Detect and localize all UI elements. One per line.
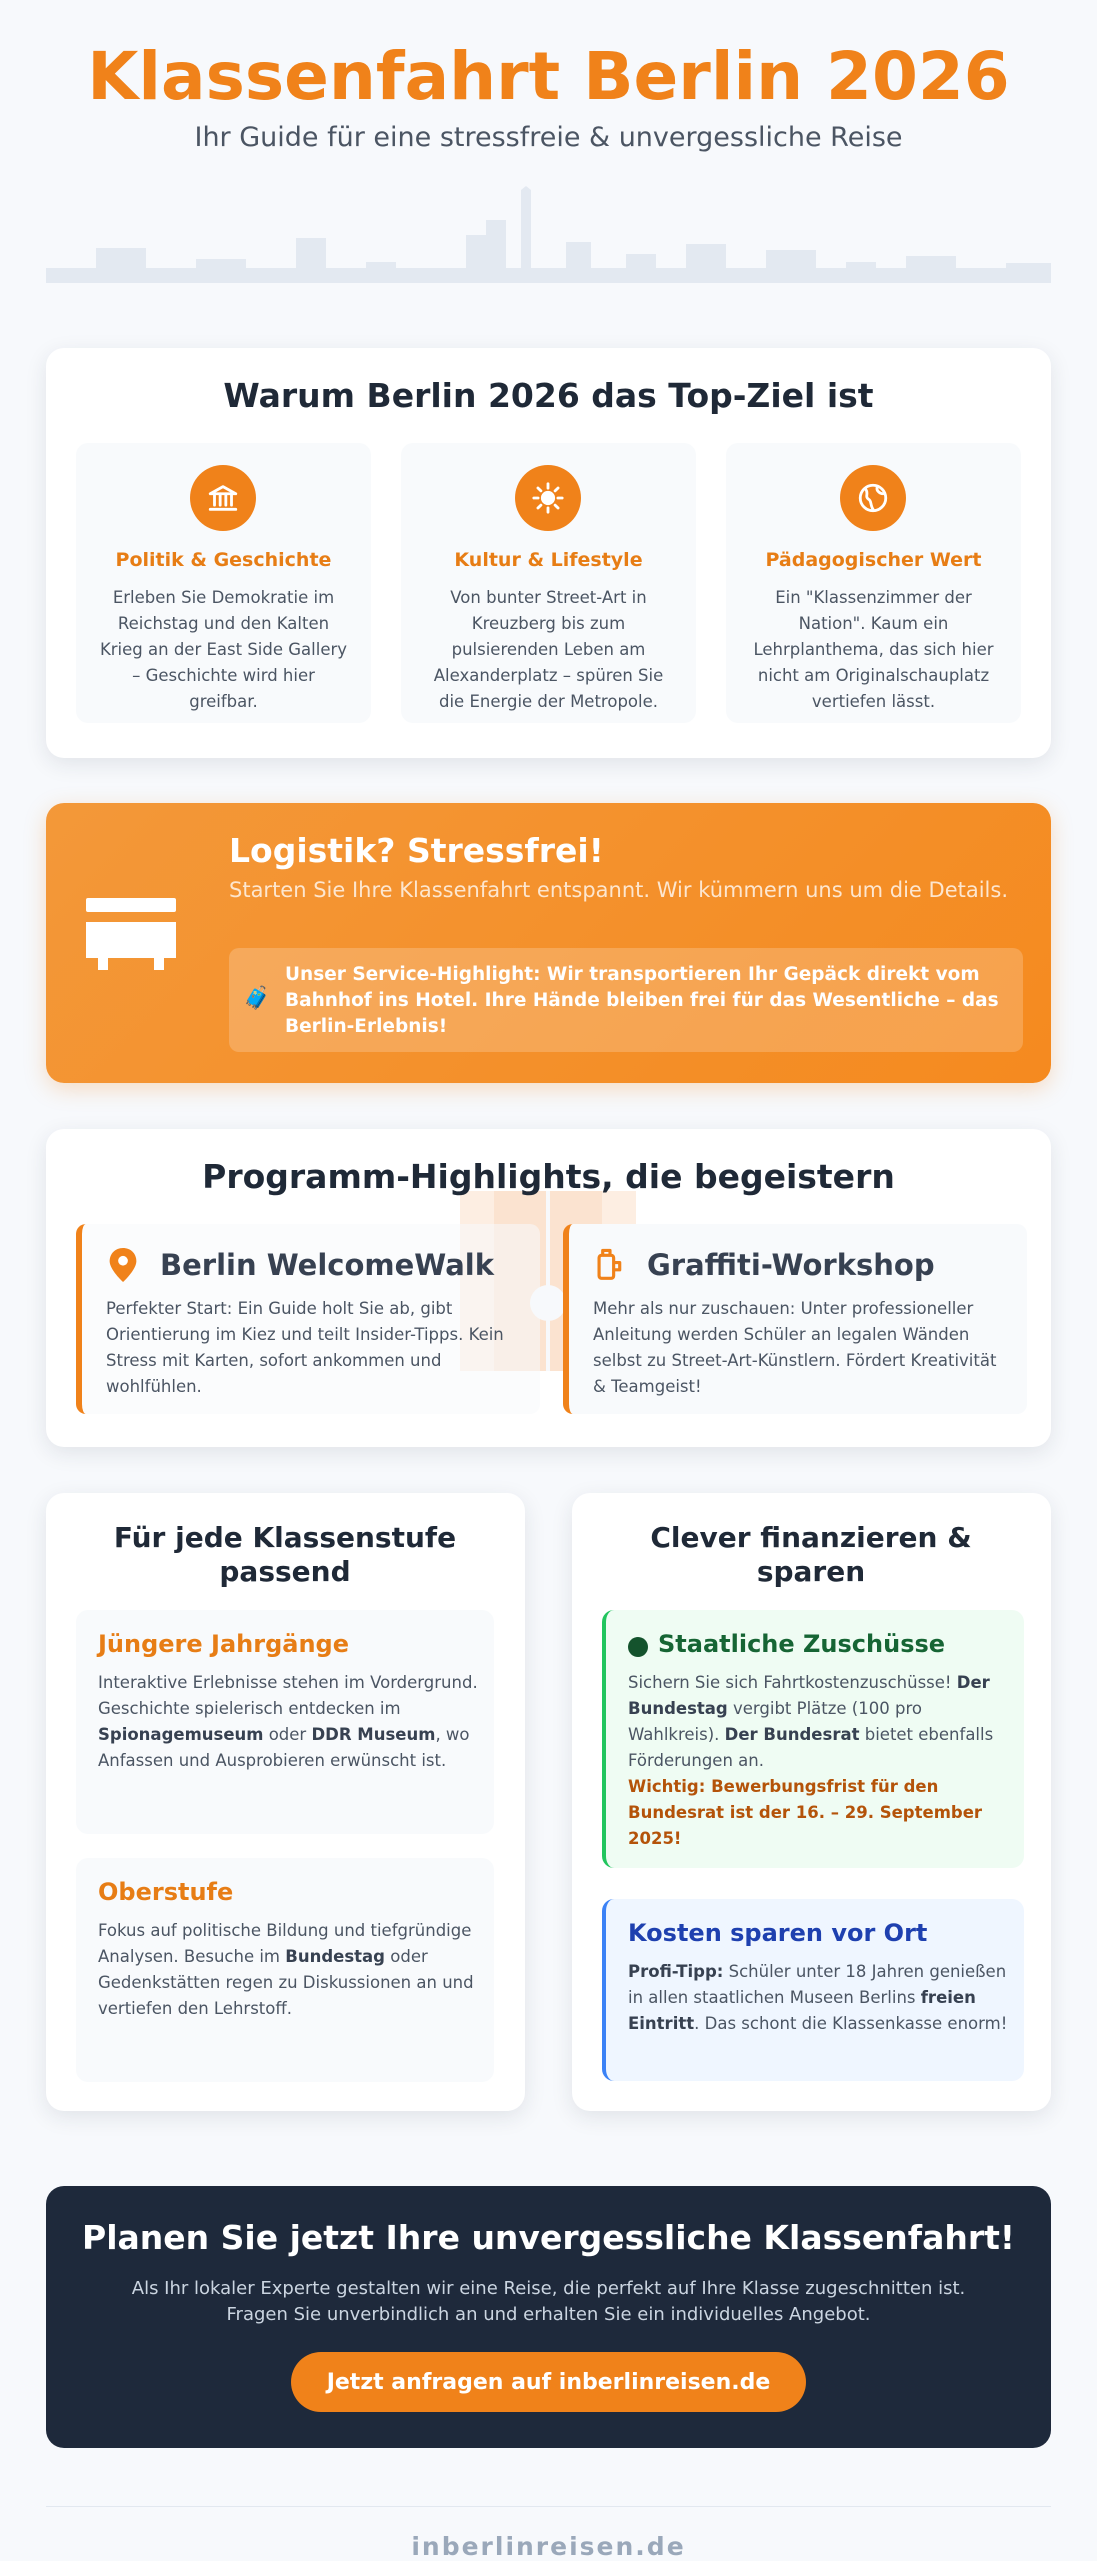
highlight-title: Berlin WelcomeWalk	[160, 1248, 495, 1282]
class-levels-title: Für jede Klassenstufe passend	[113, 1521, 457, 1588]
landmark-icon	[190, 465, 256, 531]
bed-icon	[86, 898, 176, 974]
why-text: Erleben Sie Demokratie im Reichstag und den Kalten Krieg an der East Side Gallery – Geschichte wird hier greifbar.	[99, 588, 348, 711]
spray-can-icon	[595, 1248, 625, 1286]
senior-text: Fokus auf politische Bildung und tiefgründige Analysen. Besuche im Bundestag oder Gedenkstätten regen zu Diskussionen an und vertiefen den Lehrstoff.	[98, 1921, 474, 2018]
junior-text: Interaktive Erlebnisse stehen im Vordergrund. Geschichte spielerisch entdecken im Spionagemuseum oder DDR Museum, wo Anfassen und Ausprobieren erwünscht ist.	[98, 1673, 478, 1770]
subsidy-text: Sichern Sie sich Fahrtkostenzuschüsse! Der Bundestag vergibt Plätze (100 pro Wahlkreis). Der Bundesrat bietet ebenfalls Förderungen an.	[628, 1673, 994, 1770]
why-item-politics	[76, 443, 371, 723]
map-pin-icon	[108, 1248, 138, 1286]
finance-card	[572, 1493, 1051, 2111]
logistics-title: Logistik? Stressfrei!	[229, 831, 604, 870]
luggage-icon: 🧳	[243, 986, 271, 1011]
cta-banner	[46, 2186, 1051, 2448]
highlight-welcomewalk	[76, 1224, 540, 1414]
highlight-title: Graffiti-Workshop	[647, 1248, 935, 1282]
why-berlin-card	[46, 348, 1051, 758]
highlights-title: Programm-Highlights, die begeistern	[202, 1157, 895, 1196]
service-highlight-box	[229, 948, 1023, 1052]
highlight-text: Mehr als nur zuschauen: Unter professioneller Anleitung werden Schüler an legalen Wänden selbst zu Street-Art-Künstlern. Fördert Kreativität & Teamgeist!	[593, 1299, 997, 1396]
page-title: Klassenfahrt Berlin 2026	[87, 38, 1010, 115]
cta-text: Als Ihr lokaler Experte gestalten wir eine Reise, die perfekt auf Ihre Klasse zugeschnitten ist. Fragen Sie unverbindlich an und erhalten Sie ein individuelles Angebot.	[131, 2278, 966, 2325]
why-heading: Kultur & Lifestyle	[454, 549, 643, 571]
footer-divider	[46, 2506, 1051, 2507]
why-heading: Politik & Geschichte	[115, 549, 332, 571]
junior-level-box	[76, 1610, 494, 1834]
globe-icon	[840, 465, 906, 531]
page-subtitle: Ihr Guide für eine stressfreie & unvergessliche Reise	[194, 122, 903, 153]
why-berlin-title: Warum Berlin 2026 das Top-Ziel ist	[223, 376, 874, 415]
sun-icon	[515, 465, 581, 531]
inquiry-button[interactable]: Jetzt anfragen auf inberlinreisen.de	[291, 2352, 806, 2412]
class-levels-card	[46, 1493, 525, 2111]
highlight-text: Perfekter Start: Ein Guide holt Sie ab, gibt Orientierung im Kiez und teilt Insider-Tipps. Kein Stress mit Karten, sofort ankommen und wohlfühlen.	[106, 1299, 504, 1396]
service-highlight-text: Unser Service-Highlight: Wir transportieren Ihr Gepäck direkt vom Bahnhof ins Hotel. Ihre Hände bleiben frei für das Wesentliche – das Berlin-Erlebnis!	[285, 964, 999, 1037]
cta-title: Planen Sie jetzt Ihre unvergessliche Klassenfahrt!	[82, 2218, 1015, 2257]
logistics-subtitle: Starten Sie Ihre Klassenfahrt entspannt. Wir kümmern uns um die Details.	[229, 878, 1009, 902]
euro-icon	[628, 1637, 648, 1657]
subsidy-box	[602, 1610, 1024, 1868]
savings-heading: Kosten sparen vor Ort	[628, 1919, 928, 1947]
finance-title: Clever finanzieren & sparen	[650, 1521, 972, 1588]
why-item-culture	[401, 443, 696, 723]
why-item-education	[726, 443, 1021, 723]
program-highlights-card	[46, 1129, 1051, 1447]
savings-text: Profi-Tipp: Schüler unter 18 Jahren genießen in allen staatlichen Museen Berlins freien Eintritt. Das schont die Klassenkasse enorm!	[628, 1962, 1008, 2033]
savings-box	[602, 1899, 1024, 2081]
why-heading: Pädagogischer Wert	[765, 549, 982, 571]
highlight-graffiti	[563, 1224, 1027, 1414]
senior-level-box	[76, 1858, 494, 2082]
why-text: Ein "Klassenzimmer der Nation". Kaum ein Lehrplanthema, das sich hier nicht am Originalschauplatz vertiefen lässt.	[753, 588, 994, 711]
why-text: Von bunter Street-Art in Kreuzberg bis zum pulsierenden Leben am Alexanderplatz – spüren Sie die Energie der Metropole.	[433, 588, 664, 711]
subsidy-heading: Staatliche Zuschüsse	[658, 1630, 946, 1658]
footer-brand: inberlinreisen.de	[411, 2532, 686, 2561]
senior-heading: Oberstufe	[98, 1878, 234, 1906]
skyline-illustration	[46, 180, 1051, 292]
deadline-warning: Wichtig: Bewerbungsfrist für den Bundesrat ist der 16. – 29. September 2025!	[628, 1777, 983, 1848]
logistics-banner	[46, 803, 1051, 1083]
junior-heading: Jüngere Jahrgänge	[98, 1630, 349, 1658]
